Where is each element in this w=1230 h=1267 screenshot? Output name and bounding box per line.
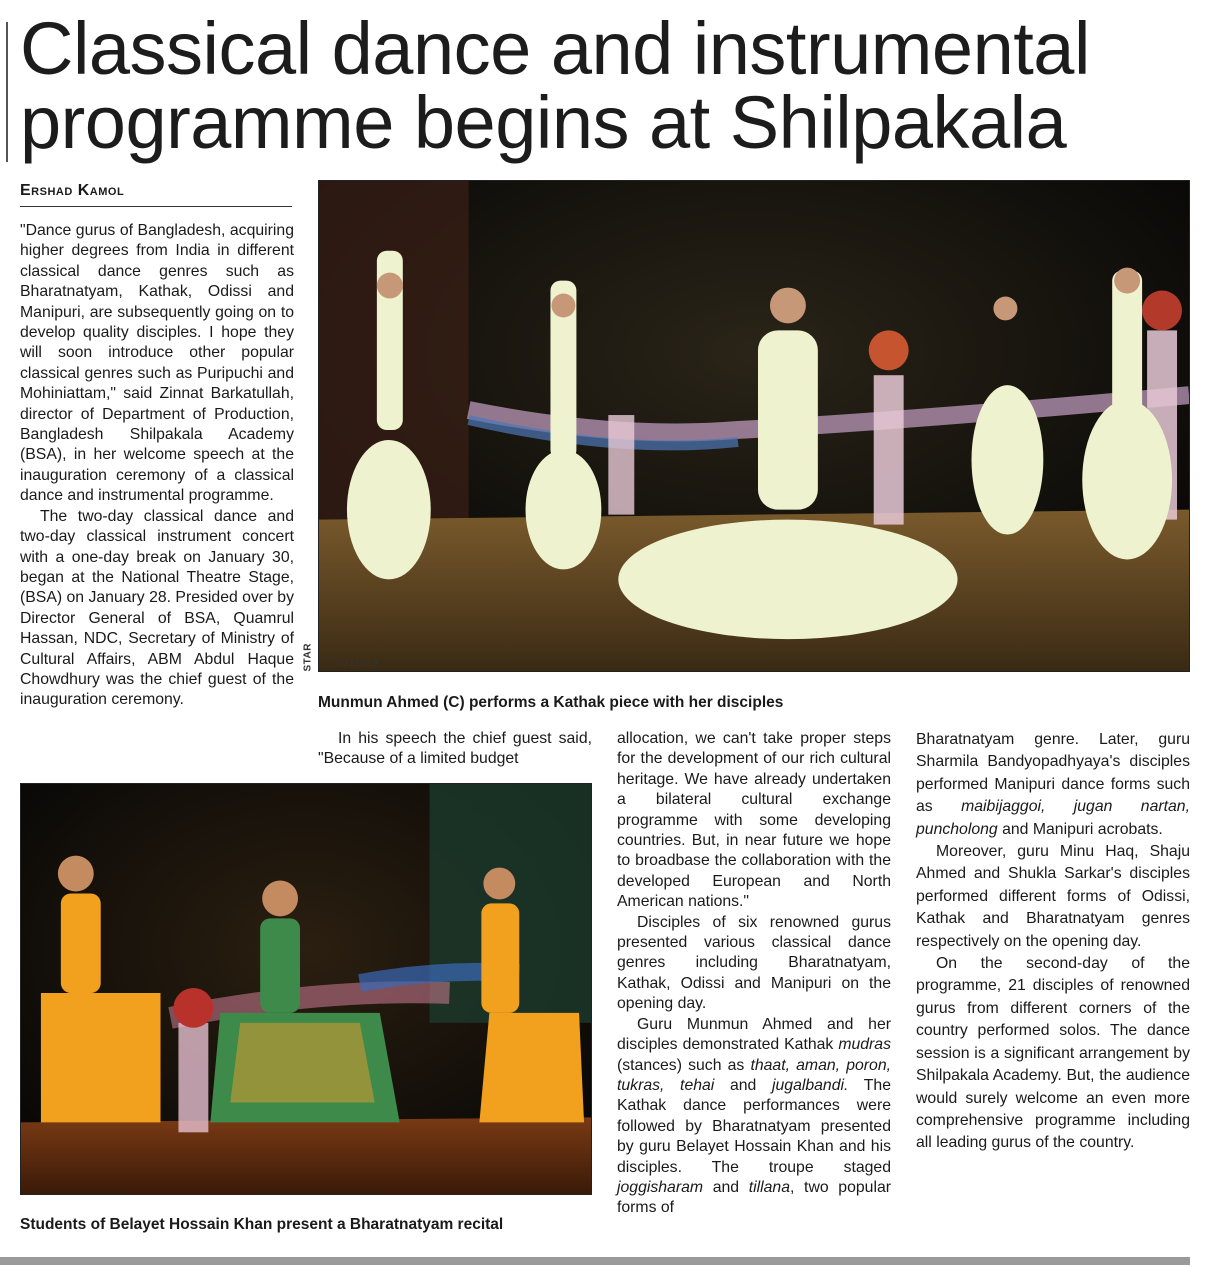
- footer-rule: [0, 1257, 1190, 1265]
- paragraph: On the second-day of the programme, 21 disciples of renowned gurus from different corners of the country performed solos. The dance session is a significant arrangement by Shilpakala Academy. But, the audience would surely welcome an even more comprehensive programme including all leading gurus of the country.: [916, 955, 1190, 1152]
- article-column-1: [20, 221, 294, 711]
- article-column-4: [916, 729, 1190, 1155]
- photo-credit-source: STAR: [302, 643, 314, 672]
- paragraph: The two-day classical dance and two-day classical instrument concert with a one-day break on January 30, began at the National Theatre Stage, (BSA) on January 28. Presided over by Director General of BSA, Quamrul Hassan, NDC, Secretary of Ministry of Cultural Affairs, ABM Abdul Haque Chowdhury was the chief guest of the inauguration ceremony.: [20, 507, 294, 709]
- paragraph: allocation, we can't take proper steps for the development of our rich cultural heritage. We have already undertaken a bilateral cultural exchange programme with some developing countries. But, in near future we hope to broadbase the collaboration with the developed European and North American nations.": [617, 730, 891, 911]
- article-column-2: [318, 729, 592, 770]
- bharatnatyam-recital-photo: [20, 783, 592, 1195]
- paragraph: Moreover, guru Minu Haq, Shaju Ahmed and Shukla Sarkar's disciples performed different forms of Odissi, Kathak and Bharatnatyam genres respectively on the opening day.: [916, 843, 1190, 950]
- paragraph: Guru Munmun Ahmed and her disciples demonstrated Kathak mudras (stances) such as thaat, aman, poron, tukras, tehai and jugalbandi. The Kathak dance performances were followed by Bharatnatyam presented by guru Belayet Hossain Khan and his disciples. The troupe staged joggisharam and tillana, two popular forms of: [617, 1015, 891, 1217]
- caption-bottom: Students of Belayet Hossain Khan present a Bharatnatyam recital: [20, 1216, 504, 1233]
- caption-main: Munmun Ahmed (C) performs a Kathak piece with her disciples: [318, 694, 784, 711]
- paragraph: Bharatnatyam genre. Later, guru Sharmila Bandyopadhyaya's disciples performed Manipuri dance forms such as maibijaggoi, jugan nartan, puncholong and Manipuri acrobats.: [916, 731, 1190, 838]
- paragraph: "Dance gurus of Bangladesh, acquiring higher degrees from India in different classical dance genres such as Bharatnatyam, Kathak, Odissi and Manipuri, are subsequently going on to develop quality disciples. I hope they will soon introduce other popular classical genres such as Puripuchi and Mohiniattam," said Zinnat Barkatullah, director of Department of Production, Bangladesh Shilpakala Academy (BSA), in her welcome speech at the inauguration ceremony of a classical dance and instrumental programme.: [20, 222, 294, 505]
- photo-credit-prefix: PHOTO:: [336, 656, 378, 667]
- paragraph: In his speech the chief guest said, "Because of a limited budget: [318, 730, 592, 768]
- kathak-performance-photo: [318, 180, 1190, 672]
- byline: Ershad Kamol: [20, 182, 292, 207]
- headline: Classical dance and instrumental programme begins at Shilpakala: [20, 7, 1090, 164]
- margin-rule: [6, 22, 8, 162]
- paragraph: Disciples of six renowned gurus presented various classical dance genres including Bharatnatyam, Kathak, Odissi and Manipuri on the opening day.: [617, 913, 891, 1013]
- article-column-3: [617, 729, 891, 1219]
- photo-credit: [298, 596, 378, 676]
